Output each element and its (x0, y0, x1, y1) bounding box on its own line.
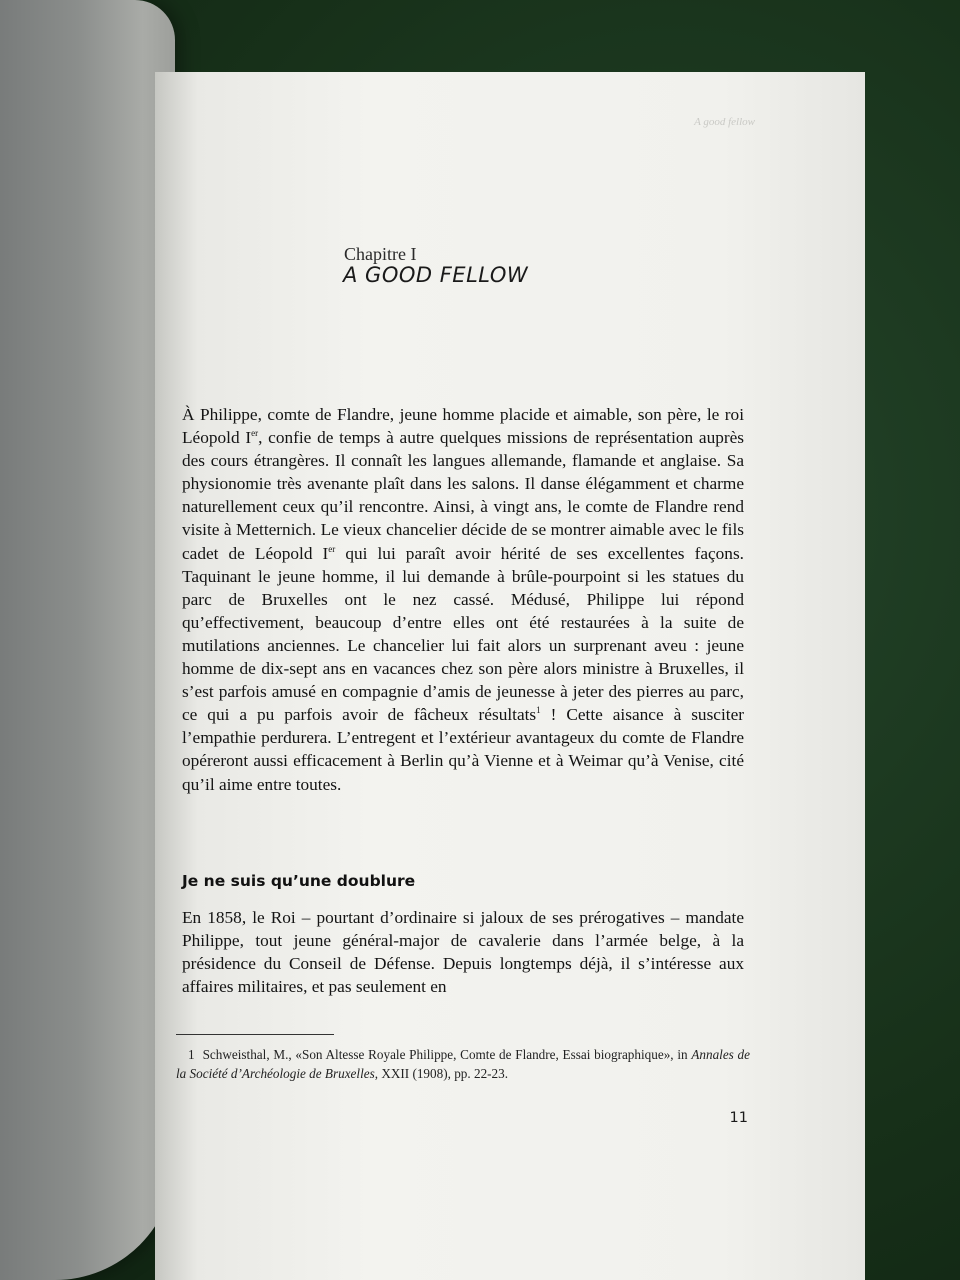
running-head: A good fellow (694, 116, 755, 128)
paragraph-1-part-a: À Philippe, comte de Flandre, jeune homme placide et aimable, son père, le roi Léopold I (182, 405, 744, 448)
footnote-text-b: , XXII (1908), pp. 22-23. (374, 1066, 509, 1081)
body-paragraph-2: En 1858, le Roi – pourtant d’ordinaire si jaloux de ses prérogatives – mandate Philippe, tout jeune général-major de cavalerie dans l’armée belge, à la présidence du Conseil de Défense. Depuis longtemps déjà, il s’intéresse aux affaires militaires, et pas seulement en (182, 908, 744, 997)
footnote-reference: 1 (536, 705, 541, 716)
paragraph-1-part-d: ! Cette aisance à susciter l’empathie perdurera. L’entregent et l’extérieur avantageux du comte de Flandre opéreront aussi efficacement à Berlin qu’à Vienne et à Weimar qu’à Venise, cité qu’il aime entre toutes. (182, 705, 744, 794)
footnote-number: 1 (188, 1047, 195, 1062)
chapter-title: A GOOD FELLOW (343, 263, 529, 287)
section-heading: Je ne suis qu’une doublure (182, 872, 416, 890)
superscript-er: er (328, 543, 336, 554)
footnote (176, 1045, 750, 1083)
body-paragraph-1 (182, 403, 744, 796)
page-number: 11 (729, 1110, 748, 1126)
left-facing-page (0, 0, 175, 1280)
paragraph-1-part-c: qui lui paraît avoir hérité de ses excellentes façons. Taquinant le jeune homme, il lui demande à brûle-pourpoint si les statues du parc de Bruxelles ont le nez cassé. Médusé, Philippe lui répond qu’effectivement, beaucoup d’entre elles ont été restaurées à la suite de mutilations anciennes. Le chancelier lui fait alors un surprenant aveu : jeune homme de dix-sept ans en vacances chez son père alors ministre à Bruxelles, il s’est parfois amusé en compagnie d’amis de jeunesse à jeter des pierres au parc, ce qui a pu parfois avoir de fâcheux résultats (182, 543, 744, 725)
chapter-label: Chapitre I (344, 244, 417, 264)
footnote-text-a: Schweisthal, M., «Son Altesse Royale Philippe, Comte de Flandre, Essai biographique», in (202, 1047, 692, 1062)
footnote-journal-title: Annales de la Société d’Archéologie de Bruxelles (176, 1047, 750, 1081)
paragraph-1-part-b: , confie de temps à autre quelques missions de représentation auprès des cours étrangères. Il connaît les langues allemande, flamande et anglaise. Sa physionomie très avenante plaît dans les salons. Il danse élégamment et charme naturellement ceux qu’il rencontre. Ainsi, à vingt ans, le comte de Flandre rend visite à Metternich. Le vieux chancelier décide de se montrer aimable avec le fils cadet de Léopold I (182, 428, 744, 563)
superscript-er: er (251, 428, 259, 439)
footnote-separator (176, 1034, 334, 1035)
